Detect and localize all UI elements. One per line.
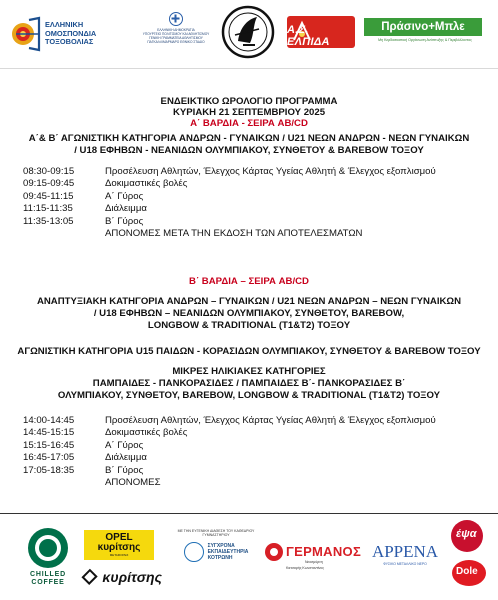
dole-logo [452,560,486,586]
header-logos [0,0,498,70]
schedule-activity: Διάλειμμα [105,203,147,215]
mini-category-line: ΠΑΜΠΑΙΔΕΣ - ΠΑΝΚΟΡΑΣΙΔΕΣ / ΠΑΜΠΑΙΔΕΣ Β΄- ΠΑΝΚΟΡΑΣΙΔΕΣ Β΄ [92,378,406,389]
schedule-time: 09:45-11:15 [23,190,74,202]
shift-2-label: Β΄ ΒΑΡΔΙΑ – ΣΕΙΡΑ AB/CD [189,276,309,287]
diamond-icon [81,569,98,586]
opel-text: OPEL [105,532,133,543]
schedule-row [0,203,498,215]
shift-2-category-line: ΑΝΑΠΤΥΞΙΑΚΗ ΚΑΤΗΓΟΡΙΑ ΑΝΔΡΩΝ – ΓΥΝΑΙΚΩΝ / U21 ΝΕΩΝ ΑΝΔΡΩΝ – ΝΕΩΝ ΓΥΝΑΙΚΩΝ [36,296,462,307]
elpis-logo [287,16,355,48]
school-emblem-icon [184,542,204,562]
epsa-logo [451,520,483,552]
germanos-logo [265,543,365,573]
u15-category-line: ΑΓΩΝΙΣΤΙΚΗ ΚΑΤΗΓΟΡΙΑ U15 ΠΑΙΔΩΝ - ΚΟΡΑΣΙΔΩΝ ΟΛΥΜΠΙΑΚΟΥ, ΣΥΝΘΕΤΟΥ & BAREBOW ΤΟΞΟΥ [17,346,481,357]
greek-emblem-icon [169,12,183,26]
schedule-activity: Προσέλευση Αθλητών, Έλεγχος Κάρτας Υγείας Αθλητή & Έλεγχος εξοπλισμού [105,415,436,426]
dole-text: Dole [456,566,478,577]
elpis-text: Α.Σ. ΕΛΠΙΔΑ [287,24,330,48]
schedule-time: 14:00-14:45 [23,415,75,426]
schedule-activity: Α΄ Γύρος [105,190,144,202]
schedule-time: 11:35-13:05 [23,215,74,227]
gov-line-2: ΥΠΟΥΡΓΕΙΟ ΠΟΛΙΤΙΣΜΟΥ ΚΑΙ ΑΘΛΗΤΙΣΜΟΥ [142,32,210,36]
germanos-text: ΓΕΡΜΑΝΟΣ [286,544,362,559]
avra-sub: ΦΥΣΙΚΟ ΜΕΤΑΛΛΙΚΟ ΝΕΡΟ [383,562,427,566]
schedule-row [0,415,498,427]
germanos-sub: Νεοσμύρνη [305,560,323,564]
prasino-mple-text: Πράσινο+Μπλε [364,18,482,36]
page-title: ΕΝΔΕΙΚΤΙΚΟ ΩΡΟΛΟΓΙΟ ΠΡΟΓΡΑΜΜΑ [160,96,338,107]
shift-2-category-line: / U18 ΕΦΗΒΩΝ – ΝΕΑΝΙΔΩΝ ΟΛΥΜΠΙΑΚΟΥ, ΣΥΝΘΕΤΟΥ, BAREBOW, [93,308,405,319]
schedule-activity: Δοκιμαστικές βολές [105,178,188,190]
schedule-row [0,465,498,477]
kotronis-line: ΚΟΤΡΩΝΗ [207,555,233,561]
shift-1-label: Α΄ ΒΑΡΔΙΑ - ΣΕΙΡΑ AB/CD [190,118,308,129]
shift-1-schedule [0,166,498,240]
kotronis-line: ΣΥΓΧΡΟΝΑ [207,543,235,549]
schedule-time: 11:15-11:35 [23,203,73,215]
eoto-line-1: ΕΛΛΗΝΙΚΗ [45,20,84,30]
schedule-activity: Α΄ Γύρος [105,439,144,451]
header-divider [0,68,498,69]
kotronis-top-text: ΜΕ ΤΗΝ ΕΥΓΕΝΙΚΗ ΔΙΑΘΕΣΗ ΤΟΥ ΚΑΘΕΔΡΙΟΥ ΓΥΜΝΑΣΤΗΡΙΟΥ [177,529,255,537]
schedule-row [0,166,498,178]
avra-text: ΑΡΡΕΝΑ [371,542,439,561]
schedule-activity: Β΄ Γύρος [105,215,144,227]
footer-divider [0,513,498,514]
germanos-sub-2: Κατσαρής Κωνσταντίνος [286,566,325,570]
schedule-time: 14:45-15:15 [23,427,75,439]
prasino-mple-logo [364,18,486,52]
gov-line-3: ΓΕΝΙΚΗ ΓΡΑΜΜΑΤΕΙΑ ΑΘΛΗΤΙΣΜΟΥ [149,36,203,40]
schedule-row [0,191,498,203]
germanos-mark-icon [265,543,283,561]
schedule-row [0,440,498,452]
shift-1-category-line: Α΄& Β΄ ΑΓΩΝΙΣΤΙΚΗ ΚΑΤΗΓΟΡΙΑ ΑΝΔΡΩΝ - ΓΥΝΑΙΚΩΝ / U21 ΝΕΩΝ ΑΝΔΡΩΝ - ΝΕΩΝ ΓΥΝΑΙΚΩΝ [28,133,470,144]
kyritsis-text: κυρίτσης [102,569,162,585]
shift-2-schedule [0,415,498,489]
gov-line-1: ΕΛΛΗΝΙΚΗ ΔΗΜΟΚΡΑΤΙΑ [157,28,195,32]
kotronis-schools-logo [170,529,262,579]
kotronis-line: ΕΚΠΑΙΔΕΥΤΗΡΙΑ [207,549,249,555]
eoto-logo [12,14,120,54]
shift-2-category-line: LONGBOW & TRADITIONAL (T1&T2) ΤΟΞΟΥ [147,320,351,331]
avra-water-logo [370,542,440,572]
ministry-logo [140,12,212,56]
schedule-row [0,178,498,190]
schedule-activity: Β΄ Γύρος [105,464,144,476]
event-date: ΚΥΡΙΑΚΗ 21 ΣΕΠΤΕΜΒΡΙΟΥ 2025 [172,107,326,118]
mini-category-line: ΟΛΥΜΠΙΑΚΟΥ, ΣΥΝΘΕΤΟΥ, BAREBOW, LONGBOW & TRADITIONAL (T1&T2) ΤΟΞΟΥ [57,390,441,401]
schedule-time: 09:15-09:45 [23,178,75,190]
eoto-line-2: ΟΜΟΣΠΟΝΔΙΑ [45,28,97,38]
gov-line-4: ΠΑΓΚΑΛΛΙΜΑΡΜΑΡΟ ΕΘΝΙΚΟ ΣΤΑΔΙΟ [147,40,205,44]
schedule-activity: Προσέλευση Αθλητών, Έλεγχος Κάρτας Υγείας Αθλητή & Έλεγχος εξοπλισμού [105,166,436,177]
schedule-time: 17:05-18:35 [23,464,75,476]
kyritsis-logo [82,566,162,588]
starbucks-line-2: COFFEE [31,579,65,586]
opel-kyritsis-logo [84,530,154,560]
schedule-time: 16:45-17:05 [23,452,75,464]
starbucks-line-1: CHILLED [30,571,66,578]
archery-target-icon [12,16,42,52]
schedule-activity: Δοκιμαστικές βολές [105,427,188,439]
mini-category-line: ΜΙΚΡΕΣ ΗΛΙΚΙΑΚΕΣ ΚΑΤΗΓΟΡΙΕΣ [172,366,326,377]
siren-icon [28,528,68,568]
schedule-row [0,427,498,439]
schedule-activity: Διάλειμμα [105,452,147,464]
opel-sub-text: ΜΕΤΑΦΟΡΕΣ [109,553,129,557]
schedule-time: 15:15-16:45 [23,439,75,451]
schedule-time: 08:30-09:15 [23,166,75,177]
schedule-row [0,216,498,228]
shift-2-awards-note: ΑΠΟΝΟΜΕΣ [105,477,161,489]
epsa-text: έψα [456,528,477,540]
shift-1-category-line: / U18 ΕΦΗΒΩΝ - ΝΕΑΝΙΔΩΝ ΟΛΥΜΠΙΑΚΟΥ, ΣΥΝΘΕΤΟΥ & BAREBOW ΤΟΞΟΥ [74,145,424,156]
opel-dealer-text: κυρίτσης [97,542,141,553]
starbucks-logo [22,528,74,587]
club-seal-logo [221,5,275,59]
shift-1-awards-note: ΑΠΟΝΟΜΕΣ ΜΕΤΑ ΤΗΝ ΕΚΔΟΣΗ ΤΩΝ ΑΠΟΤΕΛΕΣΜΑΤΩΝ [105,228,363,240]
eoto-line-3: ΤΟΞΟΒΟΛΙΑΣ [45,37,94,47]
prasino-mple-sub: Μη Κερδοσκοπική Οργάνωση Ανάπτυξης & Περιβάλλοντος [378,38,472,42]
schedule-row [0,452,498,464]
